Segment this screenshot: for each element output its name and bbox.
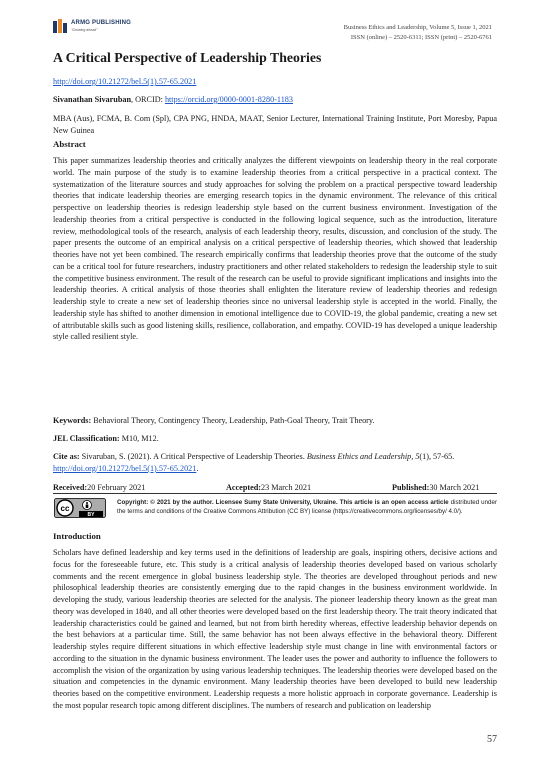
introduction-heading: Introduction [53,531,101,541]
author-name: Sivanathan Sivaruban [53,95,132,104]
page-number: 57 [487,734,497,745]
cite-journal: Business Ethics and Leadership, 5 [306,452,420,461]
accepted-value: 23 March 2021 [261,483,312,492]
publisher-logo-icon [53,19,68,35]
received-value: 20 February 2021 [87,483,146,492]
cite-doi-link[interactable]: http://doi.org/10.21272/bel.5(1).57-65.2021 [53,463,197,473]
abstract-text: This paper summarizes leadership theories and critically analyzes the different viewpoints on leadership theory in the real corporate world. The main purpose of the study is to examine leadership theories from a critical perspective in a practical context. The systematization of the literature sources and study approaches for solving the problem on a practical perspective toward leadership theories that indicate leadership theories are emerging research topics in the dynamic environment. The relevance of this critical perspective on leadership theories is redesign leadership style based on the current business environment. Investigation of the leadership theories from a critical perspective is conducted in the following logical sequence, such as the introduction, literature review, methodological tools of the research, analysis of each leadership theory, results, discussion, and conclusion of the study. The paper presents the outcome of an empirical analysis on a critical perspective of leadership theories, which showed that leadership theories have not yet been combined. The research empirically confirms that leadership theories prove that the outcome of the study can be a critical tool for future researchers, industry practitioners and other related stakeholders to redesign the leadership style to suit the competitive business environment. The result of the research can be useful to provide significant implications and insights into the leadership theories. A critical analysis of those theories shall enlighten the literature review of leadership theories and redesign leadership style to create a new set of leadership theories since no universal leadership style is accepted in the world. Finally, the leadership style has shifted to another dimension in emotional intelligence due to COVID-19, the global pandemic, creating a new set of attributable skills such as good listening skills, resilience, collaboration, and empathy. COVID-19 has developed a unique leadership style called resilient style. [53,156,497,342]
citation [53,451,497,474]
keywords-text: Behavioral Theory, Contingency Theory, Leadership, Path-Goal Theory, Trait Theory. [91,416,375,425]
keywords-label: Keywords: [53,416,92,425]
publisher-name: ARMG PUBLISHING [71,20,131,26]
cc-by-license-badge[interactable] [54,498,106,518]
copyright-bold: Copyright: © 2021 by the author. Licensee Sumy State University, Ukraine. This article is an open access article [117,499,449,506]
accepted-date [226,483,312,492]
published-date [392,483,480,492]
keywords [53,415,497,427]
jel-label: JEL Classification: [53,434,120,443]
cite-end: . [196,463,199,473]
published-value: 30 March 2021 [429,483,480,492]
doi-link[interactable]: http://doi.org/10.21272/bel.5(1).57-65.2021 [53,77,197,86]
published-label: Published: [392,483,430,492]
orcid-label: , ORCID: [131,95,165,104]
received-date [53,483,146,492]
jel-classification [53,433,497,445]
abstract-heading: Abstract [53,139,86,149]
article-title: A Critical Perspective of Leadership Theories [53,50,322,65]
cite-label: Cite as: [53,452,80,461]
cite-issue: (1), 57-65. [419,452,455,461]
divider [53,493,497,494]
journal-line: Business Ethics and Leadership, Volume 5, Issue 1, 2021 [343,24,492,31]
journal-info [344,23,492,43]
cc-badge-text: cc [60,504,70,513]
publisher-tagline: "Growing ahead" [71,28,98,32]
copyright-notice [117,498,497,517]
issn-line: ISSN (online) – 2520-6311; ISSN (print) – 2520-6761 [350,34,492,41]
cc-by-text: BY [87,512,95,518]
copyright-rest: distributed under the terms and conditions of the Creative Commons Attribution (CC BY) license (https://creativecommons.org/licenses/by/ 4.0/). [117,499,498,516]
author-line [53,95,293,104]
cite-text: Sivaruban, S. (2021). A Critical Perspective of Leadership Theories. [79,452,307,461]
introduction-text: Scholars have defined leadership and key terms used in the definitions of leadership are goals, inspiring others, decisive actions and focus for the foreseeable future, etc. This study is a critical analysis of leadership theories developed based on various scholarly comments and the recent emergence in global business leadership style. The theories are developed throughout periods and new philosophical leadership theories are consistently emerging due to the rapid changes in the business environment worldwide. In developing the study, various leadership theories are selected for the analysis. The pioneer leadership theory known as the great man theory was developed in 1840, and all other theories were developed based on the first leadership theory. The trait theory indicated that leadership characteristics could be gained and learned, but not from birth heredity whereas, effective leadership behavior depends on the best behaviors at a particular time. Still, the same behavior has not been always effective in the behavioral theory. Different leadership styles require different situations in which effective leadership style must change in line with environmental factors or according to the situation in the dynamic business environment. The leader uses the power and authority to influence the followers to accomplish the vision of the organization by using various leadership techniques. The leadership theories were developed based on the situation and competencies in the dynamic environment. Many leadership theories have been developed to build new leadership theories based on the competitive environment. Leadership requests a more holistic approach in corporate governance. Leadership is the most popular research topic among different disciplines. The numbers of research and publication on leadership [53,548,497,710]
publisher-logo [53,19,173,41]
accepted-label: Accepted: [226,483,262,492]
jel-text: M10, M12. [119,434,159,443]
received-label: Received: [53,483,88,492]
orcid-link[interactable]: https://orcid.org/0000-0001-8280-1183 [164,95,293,104]
author-affiliation: MBA (Aus), FCMA, B. Com (Spl), CPA PNG, HNDA, MAAT, Senior Lecturer, International Training Institute, Port Moresby, Papua New Guinea [53,114,497,135]
